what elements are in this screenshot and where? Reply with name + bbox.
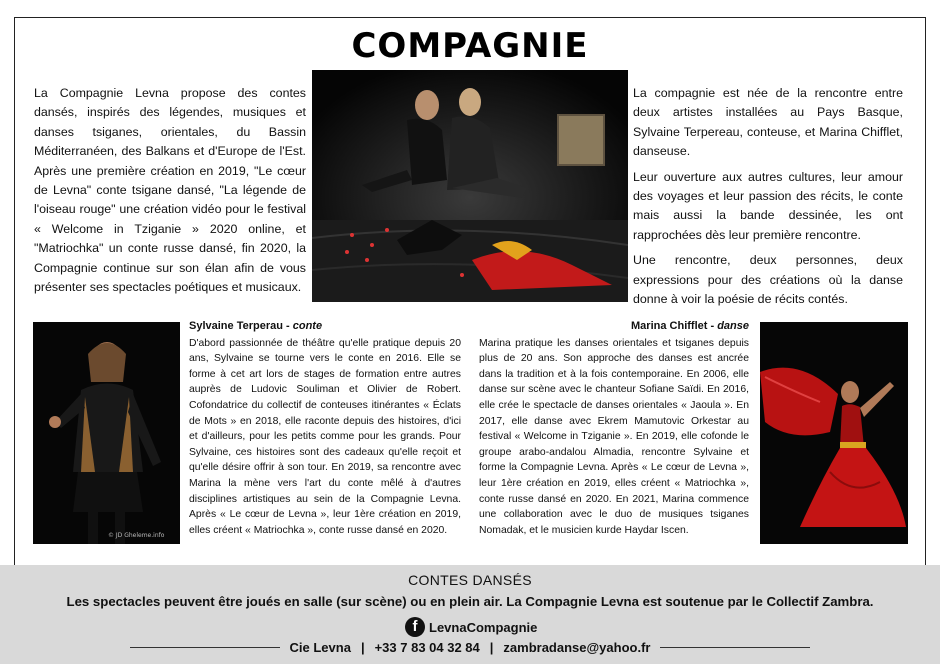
contact-separator: |	[489, 640, 494, 655]
bio-role: danse	[717, 320, 749, 332]
marina-photo	[760, 322, 908, 544]
email-link[interactable]: zambradanse@yahoo.fr	[503, 640, 651, 655]
photo-credit: © JD Gheleme.info	[108, 532, 165, 539]
intro-right-paragraph: Leur ouverture aux autres cultures, leur amour des voyages et leur passion des récits, le conte mais aussi la bande dessinée, les ont rapprochées dès leur première rencontre.	[633, 169, 903, 242]
facebook-link[interactable]	[405, 617, 537, 637]
bio-heading	[479, 319, 749, 335]
phone-number[interactable]: +33 7 83 04 32 84	[374, 640, 480, 655]
intro-right-paragraph: Une rencontre, deux personnes, deux expressions pour des créations où la danse donne à voir la poésie de récits contés.	[633, 253, 903, 307]
facebook-icon: f	[405, 617, 425, 637]
bio-text: Marina pratique les danses orientales et tsiganes depuis plus de 20 ans. Son approche des danses est ancrée dans la tradition et à la fois contemporaine. En 2006, elle danse sur scène avec le chanteur Sofiane Saïdi. En 2016, elle crée le spectacle de danses orientales « Jaoula ». En 2017, elle danse avec Ekrem Mamutovic Orkestar au festival « Welcome in Tziganie ». En 2019, elle cofonde le groupe arabo-andalou Almadia, rencontre Sylvaine et forme la Compagnie Levna. Après « Le cœur de Levna », leur 1ère création en 2019, elles créent « Matriochka », conte russe dansé en 2020. En 2021, Marina commence une collaboration avec le duo de musiques tsiganes Nomadak, et le musicien kurde Haydar Iscen.	[479, 337, 749, 536]
divider-line	[660, 647, 810, 648]
intro-left-text: La Compagnie Levna propose des contes dansés, inspirés des légendes, musiques et danses tsiganes, orientales, du Bassin Méditerranéen, des Balkans et d'Europe de l'Est. Après une première création en 2019, "Le cœur de Levna" conte tsigane dansé, "La légende de l'oiseau rouge" une création vidéo pour le festival « Welcome in Tziganie » 2020 online, et "Matriochka" un conte russe dansé, fin 2020, la Compagnie continue sur son élan afin de vous présenter ses spectacles poétiques et musicaux.	[34, 86, 306, 295]
contact-separator: |	[360, 640, 365, 655]
bio-text: D'abord passionnée de théâtre qu'elle pratique depuis 20 ans, Sylvaine se tourne vers le conte en 2016. Elle se forme à cet art lors de stages de formation entre autres auprès de Ludovic Souliman et Olivier de Robert. Cofondatrice du collectif de conteuses itinérantes « Éclats de Mots » en 2018, elle raconte depuis des histoires, d'ici et d'ailleurs, pour les petits comme pour les grands. Pour Sylvaine, ces histoires sont des cadeaux qu'elle reçoit et qu'elle désire offrir à son tour. En 2019, sa rencontre avec Marina la mène vers l'art du conte mêlé à d'autres disciplines artistiques au sein de la Compagnie Levna. Après « Le cœur de Levna », leur 1ère création en 2019, elles créent « Matriochka », conte russe dansé en 2020.	[189, 337, 461, 536]
intro-right-paragraph: La compagnie est née de la rencontre entre deux artistes installées au Pays Basque, Sylvaine Terpereau, conteuse, et Marina Chifflet, danseuse.	[633, 86, 903, 159]
bio-heading	[189, 319, 461, 335]
footer-heading: CONTES DANSÉS	[408, 572, 532, 588]
contact-name: Cie Levna	[289, 640, 351, 655]
contact-line	[0, 640, 940, 655]
bio-marina	[479, 319, 749, 538]
bio-name: Sylvaine Terperau	[189, 320, 283, 332]
bio-separator: -	[707, 320, 718, 332]
footer-tagline: Les spectacles peuvent être joués en salle (sur scène) ou en plein air. La Compagnie Levna est soutenue par le Collectif Zambra.	[66, 594, 874, 609]
bio-separator: -	[282, 320, 293, 332]
sylvaine-photo	[33, 322, 180, 544]
footer	[0, 565, 940, 664]
bio-role: conte	[292, 320, 323, 332]
stage-photo	[312, 70, 628, 302]
divider-line	[130, 647, 280, 648]
bio-sylvaine	[189, 319, 461, 538]
intro-right-text	[633, 84, 903, 315]
bio-name: Marina Chifflet	[631, 320, 708, 332]
facebook-handle: LevnaCompagnie	[429, 619, 538, 635]
page-title: COMPAGNIE	[351, 26, 589, 66]
